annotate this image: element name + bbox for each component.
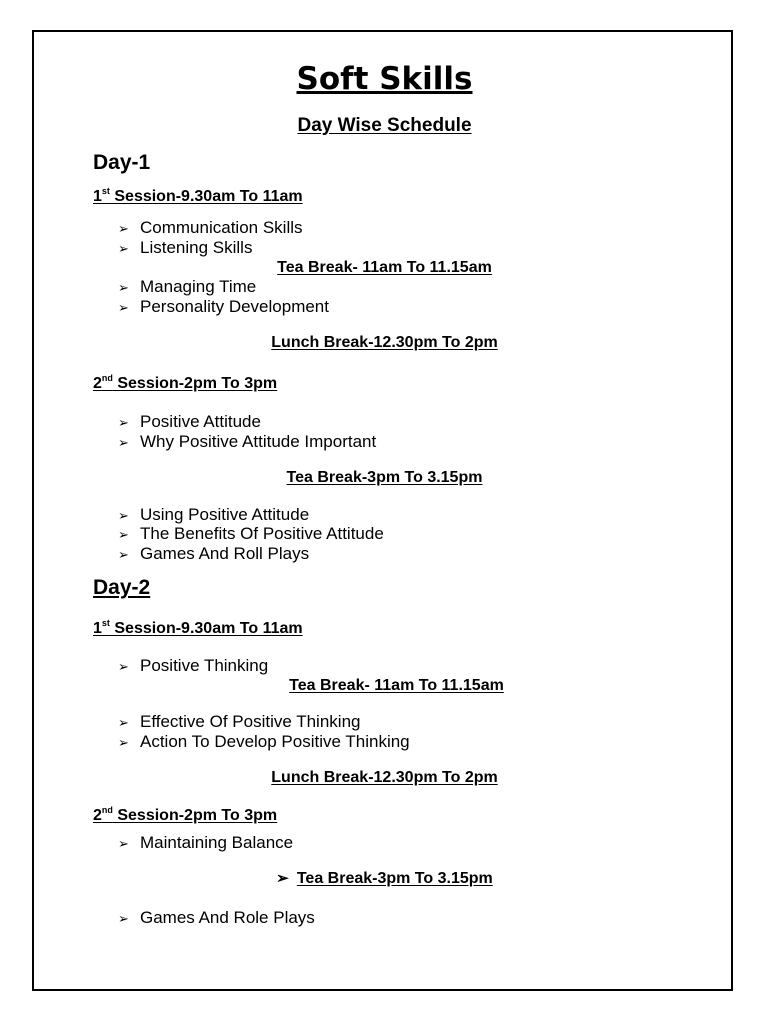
- day1-tea-break-1: Tea Break- 11am To 11.15am: [277, 259, 492, 276]
- day1-session2-heading: 2nd Session-2pm To 3pm: [93, 373, 278, 392]
- day1-tea-break-2: Tea Break-3pm To 3.15pm: [286, 469, 483, 486]
- arrow-bullet-icon: ➢: [118, 508, 129, 523]
- arrow-bullet-icon: ➢: [118, 241, 129, 256]
- list-item: ➢ Games And Roll Plays: [118, 544, 310, 563]
- list-item: ➢ Positive Attitude: [118, 412, 261, 431]
- day2-tea-break-2: ➢ Tea Break-3pm To 3.15pm: [276, 870, 493, 887]
- day1-session1-heading: 1st Session-9.30am To 11am: [93, 186, 303, 205]
- arrow-bullet-icon: ➢: [276, 870, 289, 887]
- list-item: ➢ Games And Role Plays: [118, 908, 315, 927]
- arrow-bullet-icon: ➢: [118, 415, 129, 430]
- document-subtitle: Day Wise Schedule: [297, 115, 472, 136]
- arrow-bullet-icon: ➢: [118, 435, 129, 450]
- day2-lunch-break: Lunch Break-12.30pm To 2pm: [271, 769, 498, 786]
- list-item: ➢ Maintaining Balance: [118, 833, 294, 852]
- arrow-bullet-icon: ➢: [118, 547, 129, 562]
- arrow-bullet-icon: ➢: [118, 659, 129, 674]
- list-item: ➢ Personality Development: [118, 297, 329, 316]
- list-item: ➢ Why Positive Attitude Important: [118, 432, 377, 451]
- day2-session1-heading: 1st Session-9.30am To 11am: [93, 618, 303, 637]
- arrow-bullet-icon: ➢: [118, 735, 129, 750]
- day1-heading: Day-1: [93, 151, 151, 174]
- list-item: ➢ The Benefits Of Positive Attitude: [118, 524, 384, 543]
- document-title: Soft Skills: [296, 61, 473, 97]
- list-item: ➢ Listening Skills: [118, 238, 253, 257]
- day2-heading: Day-2: [93, 576, 151, 599]
- list-item: ➢ Action To Develop Positive Thinking: [118, 732, 410, 751]
- arrow-bullet-icon: ➢: [118, 527, 129, 542]
- arrow-bullet-icon: ➢: [118, 911, 129, 926]
- arrow-bullet-icon: ➢: [118, 836, 129, 851]
- document-page: [32, 30, 733, 991]
- day1-lunch-break: Lunch Break-12.30pm To 2pm: [271, 334, 498, 351]
- list-item: ➢ Using Positive Attitude: [118, 505, 310, 524]
- day2-session2-heading: 2nd Session-2pm To 3pm: [93, 805, 278, 824]
- arrow-bullet-icon: ➢: [118, 300, 129, 315]
- arrow-bullet-icon: ➢: [118, 221, 129, 236]
- arrow-bullet-icon: ➢: [118, 715, 129, 730]
- day2-tea-break-1: Tea Break- 11am To 11.15am: [289, 677, 504, 694]
- list-item: ➢ Positive Thinking: [118, 656, 269, 675]
- list-item: ➢ Managing Time: [118, 277, 257, 296]
- list-item: ➢ Communication Skills: [118, 218, 303, 237]
- list-item: ➢ Effective Of Positive Thinking: [118, 712, 361, 731]
- arrow-bullet-icon: ➢: [118, 280, 129, 295]
